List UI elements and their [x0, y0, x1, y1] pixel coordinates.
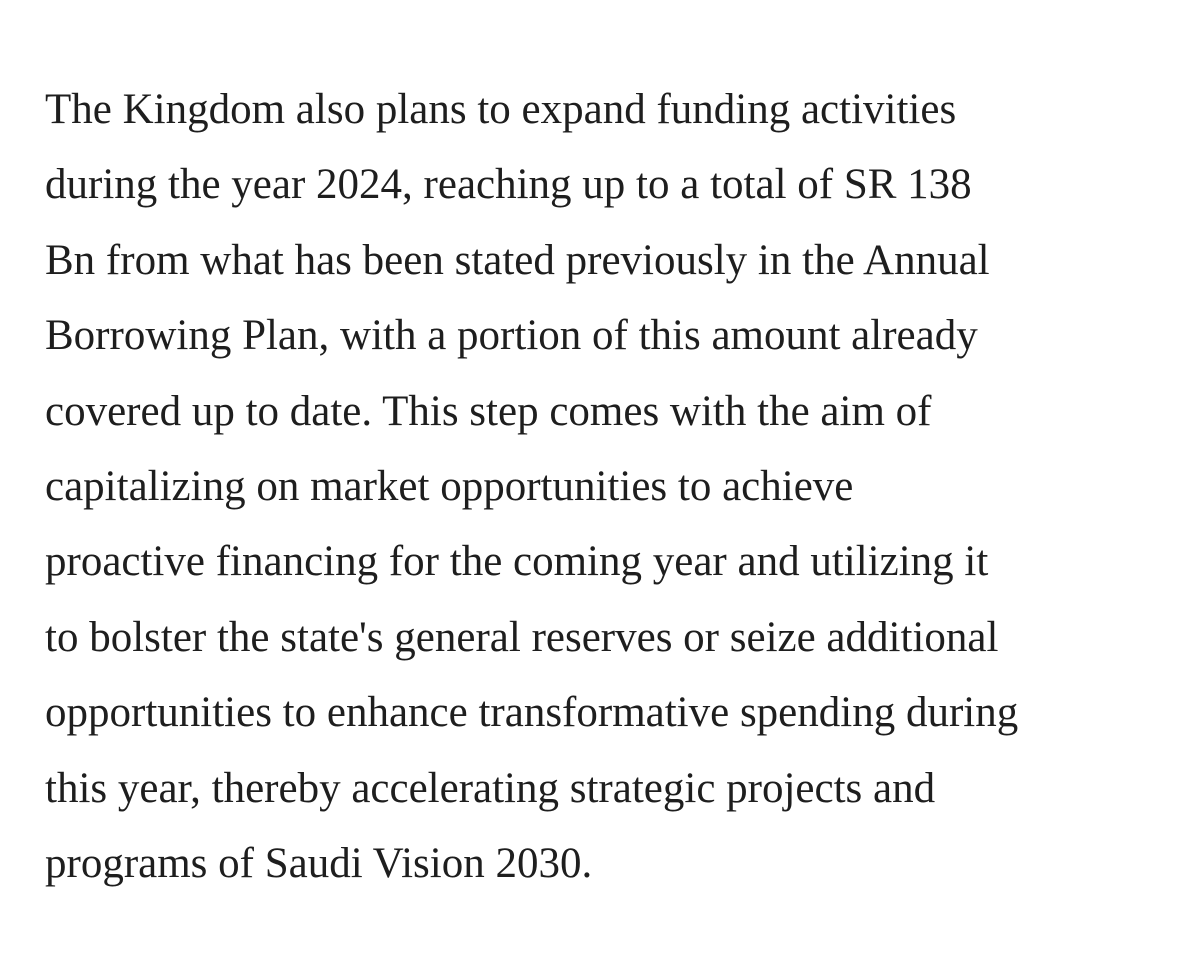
paragraph-line: Bn from what has been stated previously in the Annual: [45, 236, 990, 284]
paragraph-line: covered up to date. This step comes with the aim of: [45, 387, 932, 435]
paragraph-line: this year, thereby accelerating strategic projects and: [45, 764, 936, 812]
paragraph-line: during the year 2024, reaching up to a total of SR 138: [45, 161, 972, 209]
paragraph-line: The Kingdom also plans to expand funding activities: [45, 86, 957, 133]
paragraph-line: opportunities to enhance transformative spending during: [45, 689, 1019, 737]
paragraph-line: Borrowing Plan, with a portion of this amount already: [45, 312, 978, 360]
paragraph-line: capitalizing on market opportunities to achieve: [45, 462, 854, 510]
paragraph-line: to bolster the state's general reserves or seize additional: [45, 613, 999, 661]
document-paragraph: [45, 72, 1155, 901]
paragraph-line: programs of Saudi Vision 2030.: [45, 839, 593, 887]
paragraph-line: proactive financing for the coming year and utilizing it: [45, 538, 989, 586]
